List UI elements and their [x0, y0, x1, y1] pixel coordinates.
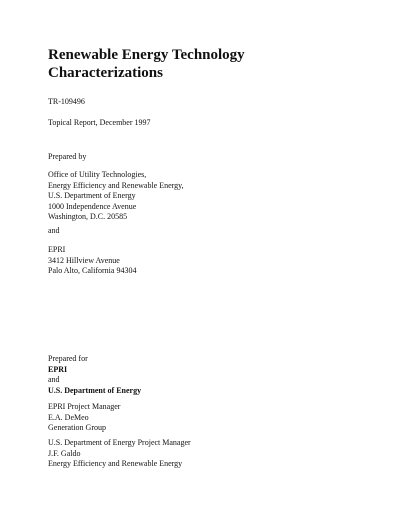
- org1-line: 1000 Independence Avenue: [48, 201, 137, 211]
- prepared-by-and: and: [48, 226, 60, 235]
- prepared-for-org2: U.S. Department of Energy: [48, 385, 142, 395]
- prepared-by-org2: [48, 245, 136, 277]
- org1-line: Washington, D.C. 20585: [48, 212, 128, 221]
- epri-contact-line: E.A. DeMeo: [48, 412, 89, 422]
- title-line-2: Characterizations: [48, 65, 163, 81]
- doe-contact-line: Energy Efficiency and Renewable Energy: [48, 459, 183, 468]
- cover-content: [48, 46, 378, 468]
- epri-contact-block: [48, 402, 120, 434]
- org2-line: 3412 Hillview Avenue: [48, 255, 120, 265]
- prepared-for-org1: EPRI: [48, 364, 68, 374]
- prepared-by-label-block: [48, 152, 86, 163]
- org1-line: Office of Utility Technologies,: [48, 170, 147, 179]
- doe-contact-line: U.S. Department of Energy Project Manager: [48, 438, 191, 447]
- org1-line: Energy Efficiency and Renewable Energy,: [48, 180, 184, 190]
- title-line-1: Renewable Energy Technology: [48, 47, 245, 63]
- report-number-block: [48, 97, 85, 108]
- report-type: Topical Report, December 1997: [48, 118, 151, 127]
- epri-contact-line: EPRI Project Manager: [48, 402, 121, 411]
- prepared-by-label: Prepared by: [48, 152, 87, 161]
- org2-line: Palo Alto, California 94304: [48, 266, 137, 275]
- prepared-for-label: Prepared for: [48, 354, 88, 363]
- prepared-by-and-block: [48, 226, 60, 237]
- doe-contact-line: J.F. Galdo: [48, 448, 81, 458]
- org2-line: EPRI: [48, 245, 66, 254]
- prepared-by-org1: [48, 170, 184, 223]
- doe-contact-block: [48, 438, 191, 470]
- org1-line: U.S. Department of Energy: [48, 191, 136, 200]
- prepared-for-and: and: [48, 375, 60, 384]
- prepared-for-block: [48, 354, 141, 396]
- report-number: TR-109496: [48, 97, 85, 106]
- report-title: [48, 46, 378, 82]
- epri-contact-line: Generation Group: [48, 423, 106, 432]
- report-type-block: [48, 118, 151, 129]
